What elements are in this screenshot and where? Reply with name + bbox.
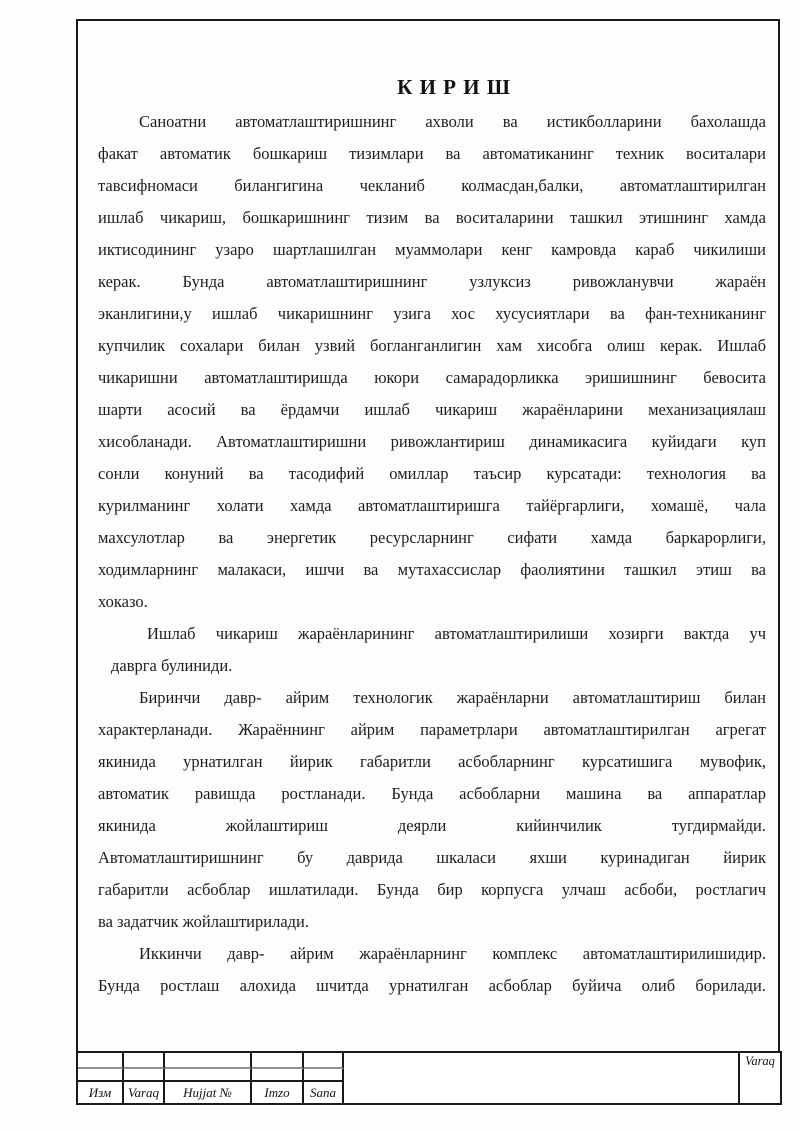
page-title: К И Р И Ш bbox=[397, 75, 511, 99]
text-line: хоказо. bbox=[98, 592, 148, 611]
paragraph-1 bbox=[98, 106, 766, 618]
text-line: чикаришни автоматлаштиришда юкори самарадорликка эришишнинг бевосита bbox=[98, 368, 766, 387]
stamp-sheet-cell bbox=[740, 1053, 780, 1103]
text-line: даврга булиниди. bbox=[111, 656, 233, 675]
text-line: ишлаб чикариш, бошкаришнинг тизим ва воситаларини ташкил этишнинг хамда bbox=[98, 208, 766, 227]
paragraph-4 bbox=[98, 938, 766, 1002]
text-line: автоматик равишда ростланади. Бунда асбобларни машина ва аппаратлар bbox=[98, 784, 766, 803]
text-line: Саноатни автоматлаштиришнинг ахволи ва истикболларини бахолашда bbox=[139, 112, 766, 131]
stamp-cell bbox=[78, 1069, 124, 1082]
text-line: характерланади. Жараённинг айрим параметрлари автоматлаштирилган агрегат bbox=[98, 720, 766, 739]
text-line: Бунда ростлаш алохида шчитда урнатилган асбоблар буйича олиб борилади. bbox=[98, 976, 766, 995]
paragraph-3 bbox=[98, 682, 766, 938]
body-text bbox=[78, 106, 778, 1002]
stamp-cell bbox=[124, 1069, 165, 1082]
page-frame bbox=[76, 19, 780, 1053]
text-line: якинида жойлаштириш деярли кийинчилик тугдирмайди. bbox=[98, 816, 766, 835]
stamp-label-varaq: Varaq bbox=[124, 1082, 165, 1103]
text-line: Ишлаб чикариш жараёнларининг автоматлаштирилиши хозирги вактда уч bbox=[147, 624, 766, 643]
stamp-label-imzo: Imzo bbox=[252, 1082, 304, 1103]
text-line: Автоматлаштиришнинг бу даврида шкаласи яхши куринадиган йирик bbox=[98, 848, 766, 867]
stamp-label-sana: Sana bbox=[304, 1082, 344, 1103]
text-line: иктисодининг узаро шартлашилган муаммолари кенг камровда караб чикилиши bbox=[98, 240, 766, 259]
text-line: Иккинчи давр- айрим жараёнларнинг комплекс автоматлаштирилишидир. bbox=[139, 944, 766, 963]
paragraph-2 bbox=[98, 618, 766, 682]
text-line: купчилик сохалари билан узвий богланганлигин хам хисобга олиш керак. Ишлаб bbox=[98, 336, 766, 355]
text-line: якинида урнатилган йирик габаритли асбобларнинг курсатишига мувофик, bbox=[98, 752, 766, 771]
title-block-stamp bbox=[76, 1051, 782, 1105]
text-line: габаритли асбоблар ишлатилади. Бунда бир корпусга улчаш асбоби, ростлагич bbox=[98, 880, 766, 899]
stamp-wide-cell bbox=[344, 1053, 740, 1103]
stamp-label-izm: Изм bbox=[78, 1082, 124, 1103]
stamp-cell bbox=[165, 1069, 252, 1082]
text-line: сонли конуний ва тасодифий омиллар таъсир курсатади: технология ва bbox=[98, 464, 766, 483]
text-line: ходимларнинг малакаси, ишчи ва мутахассислар фаолиятини ташкил этиш ва bbox=[98, 560, 766, 579]
stamp-cell bbox=[165, 1053, 252, 1069]
text-line: факат автоматик бошкариш тизимлари ва автоматиканинг техник воситалари bbox=[98, 144, 766, 163]
stamp-cell bbox=[304, 1053, 344, 1069]
stamp-cell bbox=[252, 1053, 304, 1069]
stamp-cell bbox=[78, 1053, 124, 1069]
stamp-cell bbox=[304, 1069, 344, 1082]
text-line: шарти асосий ва ёрдамчи ишлаб чикариш жараёнларини механизациялаш bbox=[98, 400, 766, 419]
stamp-cell bbox=[124, 1053, 165, 1069]
stamp-label-hujjat: Hujjat № bbox=[165, 1082, 252, 1103]
text-line: эканлигини,у ишлаб чикаришнинг узига хос хусусиятлари ва фан-техниканинг bbox=[98, 304, 766, 323]
text-line: ва задатчик жойлаштирилади. bbox=[98, 912, 309, 931]
text-line: керак. Бунда автоматлаштиришнинг узлуксиз ривожланувчи жараён bbox=[98, 272, 766, 291]
text-line: Биринчи давр- айрим технологик жараёнларни автоматлаштириш билан bbox=[139, 688, 766, 707]
text-line: хисобланади. Автоматлаштиришни ривожлантириш динамикасига куйидаги куп bbox=[98, 432, 766, 451]
text-line: махсулотлар ва энергетик ресурсларнинг сифати хамда баркарорлиги, bbox=[98, 528, 766, 547]
text-line: курилманинг холати хамда автоматлаштиришга тайёргарлиги, хомашё, чала bbox=[98, 496, 766, 515]
sheet-label: Varaq bbox=[745, 1054, 775, 1068]
stamp-cell bbox=[252, 1069, 304, 1082]
text-line: тавсифномаси билангигина чекланиб колмасдан,балки, автоматлаштирилган bbox=[98, 176, 766, 195]
